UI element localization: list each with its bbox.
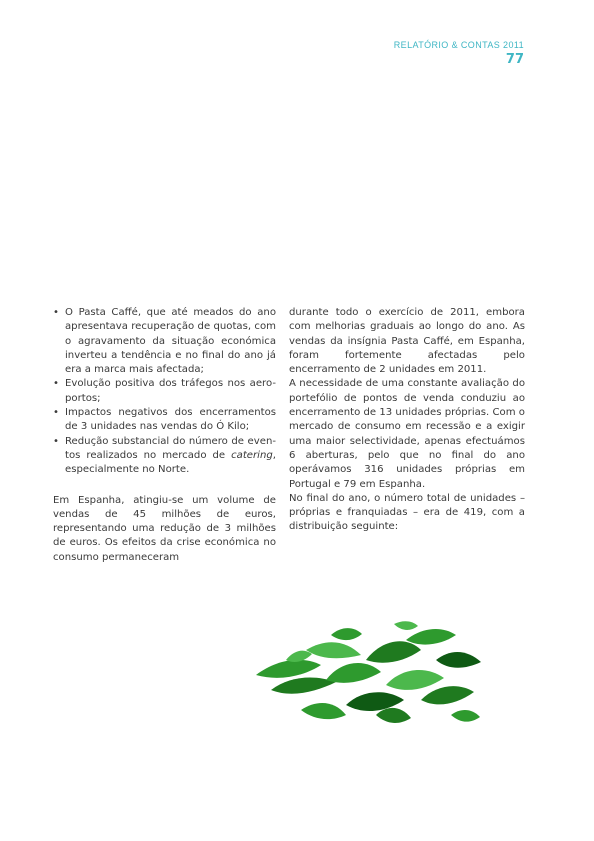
bullet-italic-text: catering bbox=[231, 449, 273, 461]
left-column bbox=[53, 306, 276, 565]
leaves-icon bbox=[246, 620, 486, 740]
body-paragraph: No final do ano, o número total de unidades – próprias e franquiadas – era de 419, com a distribuição seguinte: bbox=[289, 492, 525, 533]
bullet-item bbox=[53, 435, 276, 478]
body-paragraph: A necessidade de uma constante avaliação do portefólio de pontos de venda conduziu ao encerramento de 13 unidades próprias. Com o mercado de consumo em recessão e a exigir uma maior selectividade, apenas efectuámos 6 aberturas, pelo que no final do ano operávamos 316 unidades próprias em Portugal e 79 em Espanha. bbox=[289, 378, 525, 490]
page-header bbox=[394, 40, 524, 67]
right-column bbox=[289, 306, 525, 535]
bullet-list bbox=[53, 306, 276, 478]
body-paragraph: Em Espanha, atingiu-se um volume de vendas de 45 milhões de euros, representando uma redução de 3 milhões de euros. Os efeitos da crise económica no consumo permaneceram bbox=[53, 494, 276, 563]
bullet-text: , especialmente no Norte. bbox=[65, 449, 276, 476]
report-title: RELATÓRIO & CONTAS 2011 bbox=[393, 40, 524, 50]
body-paragraph: durante todo o exercício de 2011, embora com melhorias graduais ao longo do ano. As vendas da insígnia Pasta Caffé, em Espanha, foram fortemente afectadas pelo encerramento de 2 unidades em 2011. bbox=[289, 307, 525, 376]
bullet-item: • O Pasta Caffé, que até meados do ano apresentava recuperação de quotas, com o agravamento da situação económica inverteu a tendência e no final do ano já era a marca mais afectada; bbox=[53, 306, 276, 377]
bullet-item: • Evolução positiva dos tráfegos nos aero-portos; bbox=[53, 377, 276, 406]
leaf-cluster bbox=[256, 621, 481, 723]
arugula-leaves-image bbox=[246, 620, 486, 740]
bullet-item: • Impactos negativos dos encerramentos de 3 unidades nas vendas do Ó Kilo; bbox=[53, 406, 276, 435]
bullet-text: Redução substancial do número de even-tos realizados no mercado de bbox=[65, 435, 276, 461]
page-number: 77 bbox=[505, 52, 524, 67]
